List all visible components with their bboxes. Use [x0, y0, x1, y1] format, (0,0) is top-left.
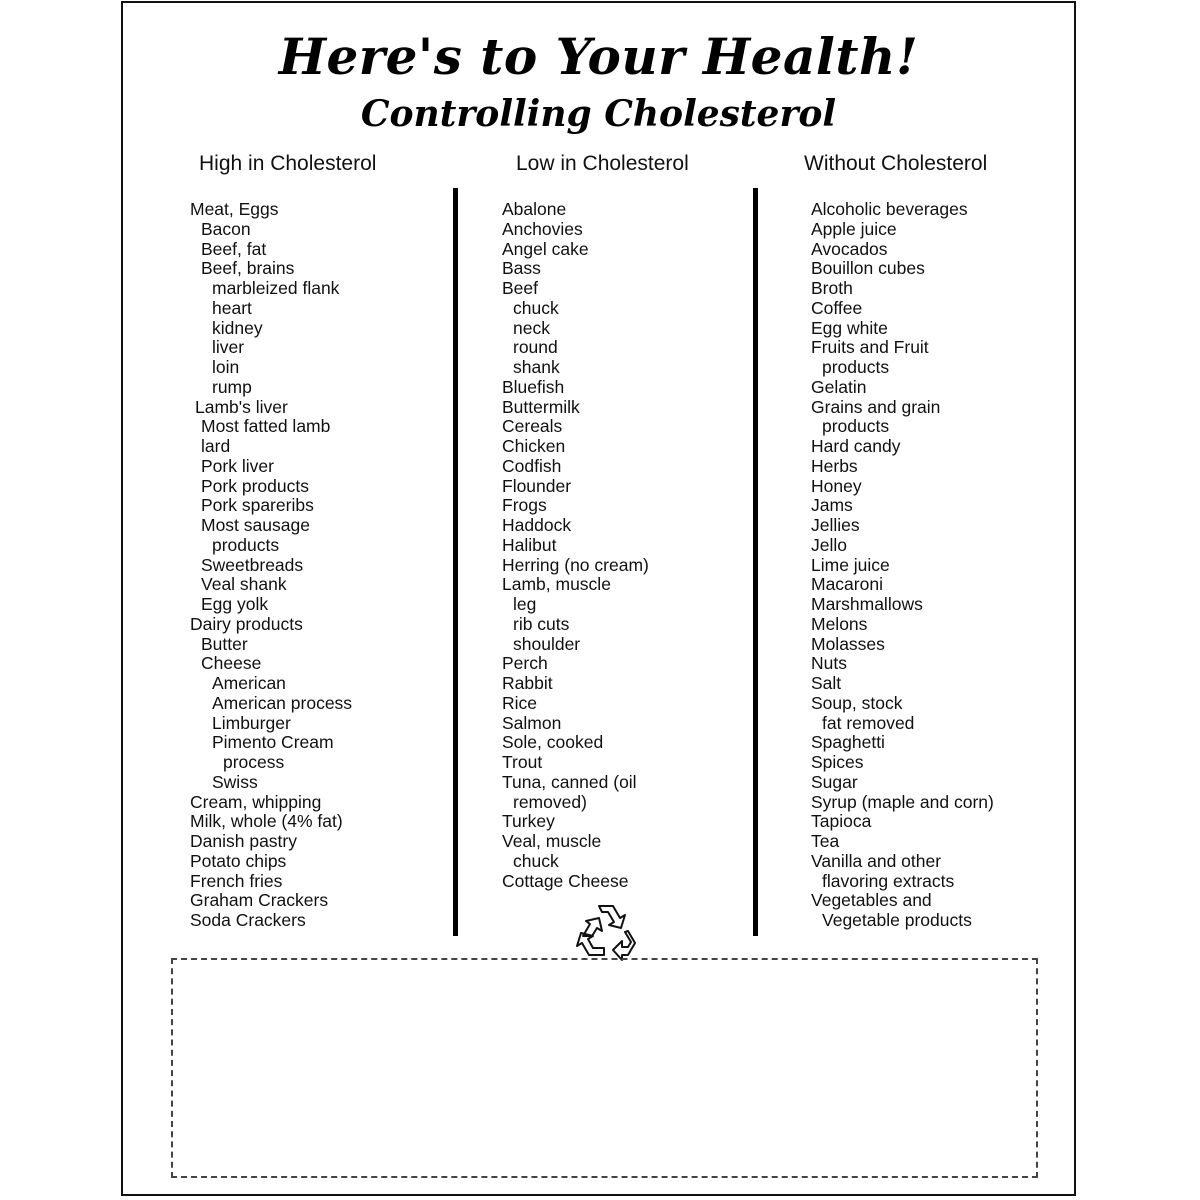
list-item: Jello [811, 534, 847, 555]
column-heading-high: High in Cholesterol [199, 152, 377, 175]
list-item: Spaghetti [811, 732, 885, 753]
list-item: Danish pastry [190, 831, 297, 851]
list-item: Herring (no cream) [502, 554, 649, 575]
list-item: Dairy products [190, 613, 303, 634]
list-item: rib cuts [513, 613, 570, 634]
list-item: Veal shank [201, 574, 287, 595]
list-item: chuck [513, 297, 559, 318]
list-item: Anchovies [502, 218, 583, 239]
list-item: Frogs [502, 495, 547, 516]
list-item: Egg yolk [201, 594, 269, 614]
list-item: Jams [811, 495, 853, 516]
list-item: Milk, whole (4% fat) [190, 811, 343, 832]
list-item: lard [201, 436, 231, 456]
list-item: Herbs [811, 455, 858, 476]
list-item: Lamb's liver [195, 396, 288, 417]
list-item: heart [212, 297, 252, 318]
list-item: Soup, stock [811, 692, 903, 713]
list-item: Lamb, muscle [502, 574, 611, 595]
list-item: marbleized flank [212, 278, 340, 298]
list-item: Meat, Eggs [190, 199, 279, 219]
list-item: neck [513, 317, 550, 338]
page-title: Here's to Your Health! [278, 27, 919, 86]
recycle-icon [574, 898, 638, 962]
list-item: Hard candy [811, 436, 901, 456]
list-item: Honey [811, 475, 862, 496]
list-item: Coffee [811, 297, 863, 318]
list-item: Gelatin [811, 376, 867, 397]
list-item: fat removed [822, 712, 915, 733]
list-item: Codfish [502, 455, 562, 476]
list-item: Halibut [502, 534, 557, 555]
list-item: products [822, 416, 890, 437]
list-item: shoulder [513, 633, 581, 654]
column-heading-without: Without Cholesterol [804, 152, 988, 175]
list-item: American process [212, 692, 353, 713]
list-item: Bass [502, 258, 541, 279]
list-item: Melons [811, 613, 868, 634]
list-item: removed) [513, 791, 587, 812]
list-item: products [212, 534, 280, 555]
list-item: Pork liver [201, 455, 274, 476]
list-item: Limburger [212, 712, 291, 733]
list-item: Egg white [811, 317, 888, 338]
column-heading-low: Low in Cholesterol [516, 152, 689, 175]
list-item: Grains and grain [811, 396, 941, 417]
list-item: Haddock [502, 515, 572, 535]
list-item: Bacon [201, 218, 251, 239]
list-item: shank [513, 357, 560, 377]
list-item: Broth [811, 278, 853, 298]
list-item: Macaroni [811, 574, 883, 595]
list-item: Alcoholic beverages [811, 199, 968, 219]
list-item: Sole, cooked [502, 732, 604, 753]
without-cholesterol-list [811, 200, 994, 931]
list-item: Jellies [811, 515, 860, 535]
list-item: Soda Crackers [190, 910, 306, 930]
list-item: Beef, brains [201, 258, 295, 279]
list-item: Salmon [502, 712, 562, 733]
list-item: loin [212, 357, 240, 377]
list-item: Pork products [201, 475, 309, 496]
list-item: Pimento Cream [212, 732, 334, 753]
list-item: Rice [502, 692, 538, 713]
list-item: Veal, muscle [502, 831, 602, 851]
low-cholesterol-list [502, 200, 649, 891]
list-item: Beef [502, 278, 538, 298]
column-divider-left [453, 188, 458, 936]
list-item: Graham Crackers [190, 890, 329, 911]
list-item: American [212, 673, 286, 693]
list-item: products [822, 357, 890, 377]
list-item: Angel cake [502, 238, 589, 259]
list-item: kidney [212, 317, 263, 338]
list-item: Cream, whipping [190, 791, 322, 812]
list-item: Marshmallows [811, 594, 923, 614]
list-item: round [513, 337, 558, 358]
list-item: Buttermilk [502, 396, 580, 417]
list-item: leg [513, 594, 537, 614]
list-item: Butter [201, 633, 248, 654]
list-item: Cereals [502, 416, 563, 437]
list-item: Most sausage [201, 515, 310, 535]
list-item: Flounder [502, 475, 572, 496]
list-item: Bluefish [502, 376, 565, 397]
list-item: Trout [502, 752, 543, 772]
list-item: Lime juice [811, 554, 890, 575]
list-item: chuck [513, 850, 559, 871]
poster-page [121, 1, 1076, 1196]
list-item: Turkey [502, 811, 555, 832]
list-item: French fries [190, 870, 283, 891]
list-item: Beef, fat [201, 238, 267, 259]
list-item: process [223, 752, 285, 772]
page-subtitle: Controlling Cholesterol [360, 93, 837, 135]
list-item: Most fatted lamb [201, 416, 331, 437]
list-item: Cottage Cheese [502, 870, 629, 891]
list-item: Vegetables and [811, 890, 932, 911]
list-item: liver [212, 337, 245, 358]
list-item: Pork spareribs [201, 495, 314, 516]
list-item: Fruits and Fruit [811, 337, 929, 358]
coupon-area [171, 958, 1038, 1178]
list-item: Sugar [811, 771, 858, 792]
list-item: Salt [811, 673, 842, 693]
list-item: Tapioca [811, 811, 872, 832]
list-item: Avocados [811, 238, 888, 259]
column-divider-right [753, 188, 758, 936]
list-item: Chicken [502, 436, 566, 456]
list-item: Vegetable products [822, 910, 972, 930]
list-item: Bouillon cubes [811, 258, 925, 279]
list-item: Syrup (maple and corn) [811, 791, 994, 812]
list-item: rump [212, 376, 252, 397]
list-item: Potato chips [190, 850, 287, 871]
list-item: Apple juice [811, 218, 897, 239]
list-item: Vanilla and other [811, 850, 942, 871]
list-item: Swiss [212, 771, 258, 792]
list-item: Abalone [502, 199, 567, 219]
list-item: Sweetbreads [201, 554, 304, 575]
list-item: Tea [811, 831, 840, 851]
list-item: Rabbit [502, 673, 553, 693]
list-item: Perch [502, 653, 548, 674]
high-cholesterol-list [190, 200, 352, 931]
list-item: Spices [811, 752, 864, 772]
list-item: Molasses [811, 633, 885, 654]
list-item: Nuts [811, 653, 847, 674]
list-item: flavoring extracts [822, 870, 955, 891]
list-item: Cheese [201, 653, 262, 674]
list-item: Tuna, canned (oil [502, 771, 637, 792]
